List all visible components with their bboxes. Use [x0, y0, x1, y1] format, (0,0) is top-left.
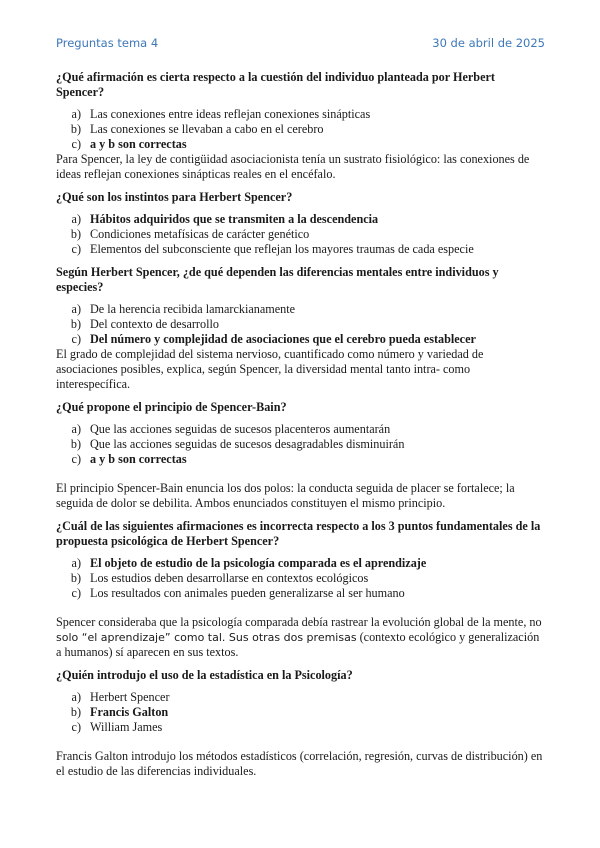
explanation-text: Spencer consideraba que la psicología comparada debía rastrear la evolución global de la mente, no solo “el aprendizaje” como tal. Sus otras dos premisas (contexto ecológico y generalización a humanos) sí aparecen en sus textos. — [56, 615, 542, 659]
question-text: ¿Qué propone el principio de Spencer-Bain? — [56, 400, 287, 414]
option-c-correct: c) a y b son correctas — [71, 137, 187, 151]
question-text: ¿Quién introdujo el uso de la estadística en la Psicología? — [56, 668, 353, 682]
explanation-text: El principio Spencer-Bain enuncia los dos polos: la conducta seguida de placer se fortalece; la seguida de dolor se debilita. Ambos enunciados constituyen el mismo principio. — [56, 481, 515, 510]
page-header — [56, 36, 545, 50]
option-b: b) Condiciones metafísicas de carácter genético — [70, 227, 310, 241]
option-list — [56, 690, 546, 735]
option-list — [56, 212, 546, 257]
option-b: b) Que las acciones seguidas de sucesos desagradables disminuirán — [70, 437, 405, 451]
explanation-text: Francis Galton introdujo los métodos estadísticos (correlación, regresión, curvas de distribución) en el estudio de las diferencias individuales. — [56, 749, 543, 778]
option-b-correct: b) Francis Galton — [70, 705, 169, 719]
question-text: ¿Cuál de las siguientes afirmaciones es incorrecta respecto a los 3 puntos fundamentales de la propuesta psicológica de Herbert Spencer? — [56, 519, 541, 548]
option-a: a) Que las acciones seguidas de sucesos placenteros aumentarán — [71, 422, 391, 436]
option-c: c) William James — [71, 720, 163, 734]
question-block — [56, 70, 546, 182]
document-date: 30 de abril de 2025 — [432, 36, 545, 50]
question-block — [56, 668, 546, 779]
document-title: Preguntas tema 4 — [56, 36, 159, 50]
option-b: b) Del contexto de desarrollo — [70, 317, 219, 331]
question-text: ¿Qué afirmación es cierta respecto a la cuestión del individuo planteada por Herbert Spencer? — [56, 70, 495, 99]
option-a: a) Herbert Spencer — [71, 690, 170, 704]
question-block — [56, 400, 546, 511]
option-c: c) Elementos del subconsciente que reflejan los mayores traumas de cada especie — [71, 242, 474, 256]
option-c-correct: c) a y b son correctas — [71, 452, 187, 466]
option-list — [56, 107, 546, 152]
explanation-text: El grado de complejidad del sistema nervioso, cuantificado como número y variedad de asociaciones posibles, explica, según Spencer, la diversidad mental tanto intra- como interespecífica. — [56, 347, 484, 391]
question-text: ¿Qué son los instintos para Herbert Spencer? — [56, 190, 293, 204]
option-a: a) Las conexiones entre ideas reflejan conexiones sinápticas — [71, 107, 371, 121]
option-list — [56, 556, 546, 601]
option-list — [56, 422, 546, 467]
option-c-correct: c) Del número y complejidad de asociaciones que el cerebro pueda establecer — [71, 332, 476, 346]
option-list — [56, 302, 546, 347]
option-a-correct: a) Hábitos adquiridos que se transmiten a la descendencia — [71, 212, 379, 226]
question-block — [56, 265, 546, 392]
question-block — [56, 190, 546, 257]
document-body — [56, 70, 546, 787]
option-b: b) Las conexiones se llevaban a cabo en el cerebro — [70, 122, 324, 136]
option-a-correct: a) El objeto de estudio de la psicología comparada es el aprendizaje — [71, 556, 427, 570]
question-block — [56, 519, 546, 660]
option-a: a) De la herencia recibida lamarckianamente — [71, 302, 296, 316]
explanation-text: Para Spencer, la ley de contigüidad asociacionista tenía un sustrato fisiológico: las conexiones de ideas reflejan conexiones sinápticas reales en el encéfalo. — [56, 152, 530, 181]
question-text: Según Herbert Spencer, ¿de qué dependen las diferencias mentales entre individuos y especies? — [56, 265, 499, 294]
option-b: b) Los estudios deben desarrollarse en contextos ecológicos — [70, 571, 369, 585]
option-c: c) Los resultados con animales pueden generalizarse al ser humano — [71, 586, 405, 600]
